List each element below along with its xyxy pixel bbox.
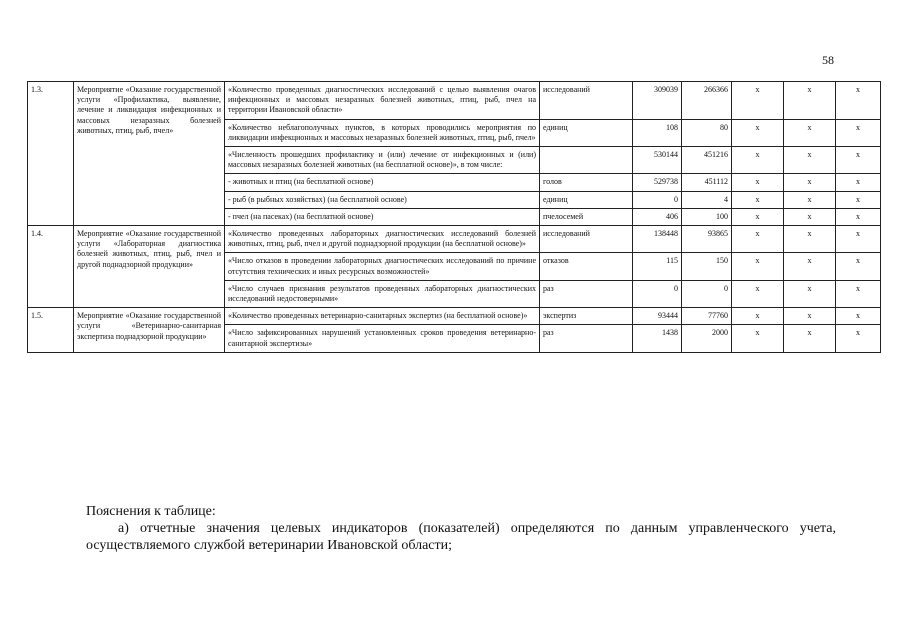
value-cell-2: 77760: [682, 308, 732, 325]
indicator-text: «Число случаев признания результатов проведенных лабораторных диагностических исследований недостоверными»: [225, 280, 540, 307]
event-name: Мероприятие «Оказание государственной услуги «Лабораторная диагностика болезней животных, птиц, рыб, пчел и другой поднадзорной продукции»: [74, 226, 225, 308]
x-cell-2: х: [784, 174, 836, 191]
value-cell-2: 80: [682, 119, 732, 146]
x-cell-3: х: [836, 82, 881, 120]
x-cell-3: х: [836, 308, 881, 325]
note-item-a: а) отчетные значения целевых индикаторов (показателей) определяются по данным управленческого учета, осуществляемого службой ветеринарии Ивановской области;: [86, 521, 836, 553]
event-name: Мероприятие «Оказание государственной услуги «Профилактика, выявление, лечение и ликвидация инфекционных и массовых незаразных болезней животных, птиц, рыб, пчел»: [74, 82, 225, 226]
x-cell-1: х: [732, 308, 784, 325]
x-cell-1: х: [732, 174, 784, 191]
value-cell-2: 451112: [682, 174, 732, 191]
unit-cell: отказов: [540, 253, 633, 280]
x-cell-2: х: [784, 208, 836, 225]
value-cell-1: 0: [633, 280, 682, 307]
x-cell-1: х: [732, 226, 784, 253]
x-cell-2: х: [784, 308, 836, 325]
unit-cell: единиц: [540, 119, 633, 146]
indicator-text: «Число зафиксированных нарушений установленных сроков проведения ветеринарно-санитарной экспертизы»: [225, 325, 540, 352]
event-name: Мероприятие «Оказание государственной услуги «Ветеринарно-санитарная экспертиза поднадзорной продукции»: [74, 308, 225, 353]
x-cell-3: х: [836, 325, 881, 352]
value-cell-1: 138448: [633, 226, 682, 253]
notes-title: Пояснения к таблице:: [86, 504, 216, 519]
x-cell-2: х: [784, 280, 836, 307]
unit-cell: экспертиз: [540, 308, 633, 325]
x-cell-1: х: [732, 208, 784, 225]
x-cell-3: х: [836, 253, 881, 280]
x-cell-2: х: [784, 147, 836, 174]
value-cell-2: 266366: [682, 82, 732, 120]
unit-cell: [540, 147, 633, 174]
value-cell-2: 0: [682, 280, 732, 307]
value-cell-1: 309039: [633, 82, 682, 120]
x-cell-3: х: [836, 226, 881, 253]
x-cell-3: х: [836, 280, 881, 307]
indicator-text: «Число отказов в проведении лабораторных диагностических исследований по причине отсутствия технических и иных ресурсных возможностей»: [225, 253, 540, 280]
x-cell-2: х: [784, 191, 836, 208]
x-cell-2: х: [784, 119, 836, 146]
unit-cell: раз: [540, 280, 633, 307]
unit-cell: пчелосемей: [540, 208, 633, 225]
value-cell-1: 0: [633, 191, 682, 208]
row-number: 1.3.: [28, 82, 74, 226]
table-row: [28, 82, 881, 120]
x-cell-3: х: [836, 147, 881, 174]
row-number: 1.4.: [28, 226, 74, 308]
x-cell-2: х: [784, 226, 836, 253]
x-cell-3: х: [836, 119, 881, 146]
unit-cell: единиц: [540, 191, 633, 208]
indicator-text: «Количество неблагополучных пунктов, в которых проводились мероприятия по ликвидации инфекционных и массовых незаразных болезней животных, птиц, рыб, пчел»: [225, 119, 540, 146]
value-cell-2: 150: [682, 253, 732, 280]
value-cell-2: 451216: [682, 147, 732, 174]
x-cell-2: х: [784, 253, 836, 280]
x-cell-3: х: [836, 191, 881, 208]
table-row: [28, 308, 881, 325]
indicator-text: «Количество проведенных ветеринарно-санитарных экспертиз (на бесплатной основе)»: [225, 308, 540, 325]
value-cell-1: 529738: [633, 174, 682, 191]
x-cell-1: х: [732, 325, 784, 352]
unit-cell: раз: [540, 325, 633, 352]
row-number: 1.5.: [28, 308, 74, 353]
unit-cell: голов: [540, 174, 633, 191]
indicator-text: «Количество проведенных лабораторных диагностических исследований болезней животных, птиц, рыб, пчел и другой поднадзорной продукции (на бесплатной основе)»: [225, 226, 540, 253]
value-cell-2: 2000: [682, 325, 732, 352]
table-row: [28, 226, 881, 253]
value-cell-1: 93444: [633, 308, 682, 325]
page-number: 58: [822, 53, 834, 67]
x-cell-2: х: [784, 82, 836, 120]
unit-cell: исследований: [540, 82, 633, 120]
indicator-text: «Численность прошедших профилактику и (или) лечение от инфекционных и (или) массовых незаразных болезней животных (на бесплатной основе)», в том числе:: [225, 147, 540, 174]
indicator-text: «Количество проведенных диагностических исследований с целью выявления очагов инфекционных и массовых незаразных болезней животных, птиц, рыб, пчел на территории Ивановской области»: [225, 82, 540, 120]
x-cell-1: х: [732, 280, 784, 307]
value-cell-1: 406: [633, 208, 682, 225]
value-cell-2: 93865: [682, 226, 732, 253]
table-body: [28, 82, 881, 353]
x-cell-1: х: [732, 119, 784, 146]
x-cell-1: х: [732, 253, 784, 280]
unit-cell: исследований: [540, 226, 633, 253]
x-cell-2: х: [784, 325, 836, 352]
value-cell-1: 530144: [633, 147, 682, 174]
value-cell-2: 100: [682, 208, 732, 225]
value-cell-1: 115: [633, 253, 682, 280]
value-cell-2: 4: [682, 191, 732, 208]
x-cell-3: х: [836, 174, 881, 191]
indicator-text: - рыб (в рыбных хозяйствах) (на бесплатной основе): [225, 191, 540, 208]
indicators-table: [27, 81, 881, 353]
x-cell-3: х: [836, 208, 881, 225]
indicator-text: - пчел (на пасеках) (на бесплатной основе): [225, 208, 540, 225]
x-cell-1: х: [732, 82, 784, 120]
value-cell-1: 108: [633, 119, 682, 146]
x-cell-1: х: [732, 147, 784, 174]
indicator-text: - животных и птиц (на бесплатной основе): [225, 174, 540, 191]
table-notes: [86, 503, 836, 554]
value-cell-1: 1438: [633, 325, 682, 352]
x-cell-1: х: [732, 191, 784, 208]
